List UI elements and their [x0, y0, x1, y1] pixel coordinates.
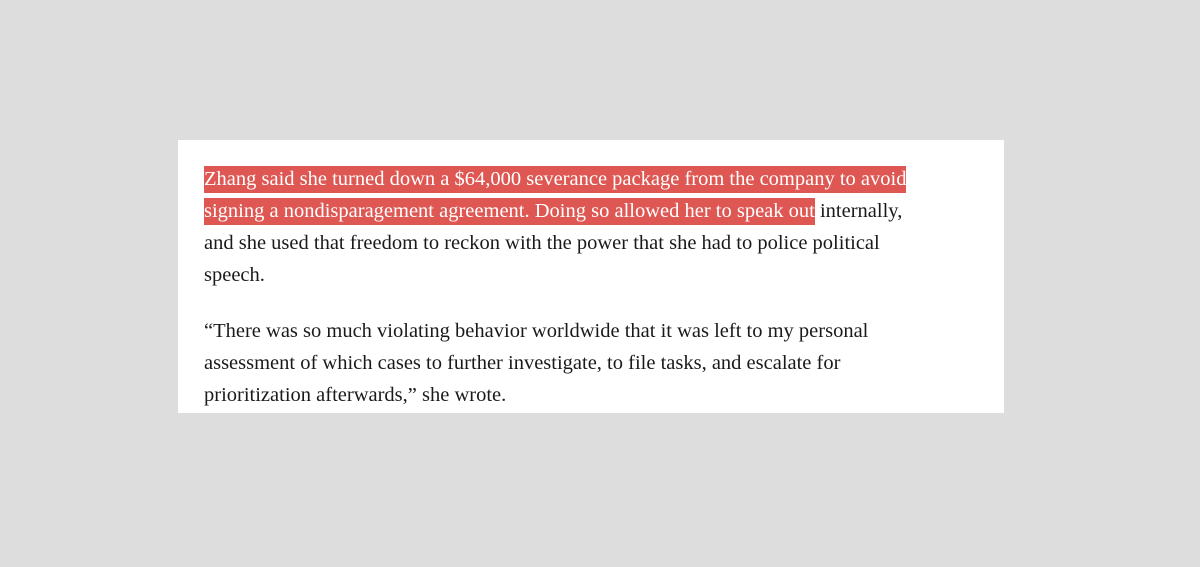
- paragraph-line: and she used that freedom to reckon with the power that she had to police political: [204, 232, 880, 254]
- highlighted-text: Zhang said she turned down a $64,000 severance package from the company to avoid: [204, 166, 906, 193]
- paragraph-line: “There was so much violating behavior worldwide that it was left to my personal: [204, 320, 869, 342]
- paragraph-line: speech.: [204, 264, 265, 286]
- paragraph-line: [204, 195, 984, 227]
- paragraph-line: assessment of which cases to further investigate, to file tasks, and escalate for: [204, 352, 841, 374]
- paragraph-line: [204, 163, 984, 195]
- paragraph-severance: [204, 163, 984, 291]
- quote-card: [178, 140, 1004, 413]
- paragraph-quote: [204, 315, 984, 411]
- highlighted-text: signing a nondisparagement agreement. Doing so allowed her to speak out: [204, 198, 815, 225]
- body-text: internally,: [814, 200, 903, 222]
- paragraph-line: prioritization afterwards,” she wrote.: [204, 384, 507, 406]
